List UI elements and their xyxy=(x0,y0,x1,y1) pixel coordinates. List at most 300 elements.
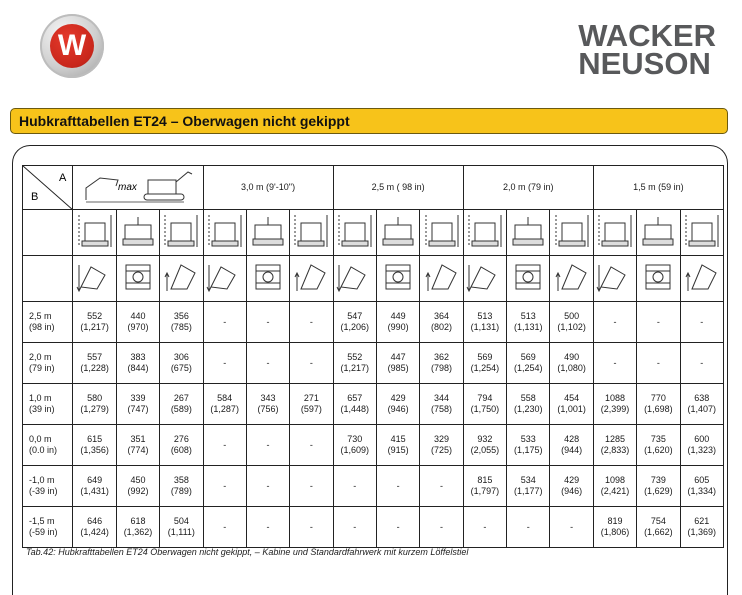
cell-value-lb: (1,102) xyxy=(557,322,586,332)
max-label: max xyxy=(117,182,137,193)
table-cell xyxy=(203,425,246,466)
cell-value-lb: (798) xyxy=(431,363,453,373)
table-cell xyxy=(116,302,159,343)
cell-value-kg: - xyxy=(440,521,443,532)
cell-value-kg: - xyxy=(266,439,270,450)
machine-front-view-icon xyxy=(593,210,636,256)
table-cell xyxy=(463,302,506,343)
table-cell xyxy=(680,343,723,384)
brand-line-2: NEUSON xyxy=(578,46,711,81)
corner-b-label: B xyxy=(31,191,39,203)
table-cell xyxy=(463,343,506,384)
cell-value-kg: 534 xyxy=(520,475,536,485)
row-height-imperial: (79 in) xyxy=(29,363,55,373)
table-cell xyxy=(507,302,550,343)
table-cell xyxy=(246,507,289,548)
table-cell xyxy=(463,425,506,466)
table-cell xyxy=(290,384,333,425)
cell-value-kg: 552 xyxy=(87,311,103,321)
header-row-distances xyxy=(23,166,724,210)
cell-value-kg: 356 xyxy=(173,311,189,321)
cell-value-lb: (1,177) xyxy=(513,486,543,496)
table-cell xyxy=(73,343,116,384)
table-cell xyxy=(680,507,723,548)
table-cell xyxy=(203,507,246,548)
bucket-lift-icon xyxy=(420,256,463,302)
table-cell xyxy=(290,425,333,466)
brand-wordmark xyxy=(578,18,716,81)
table-cell xyxy=(376,384,419,425)
cell-value-lb: (597) xyxy=(300,404,322,414)
table-row xyxy=(23,343,724,384)
cell-value-kg: - xyxy=(396,480,400,491)
table-cell xyxy=(246,466,289,507)
table-cell xyxy=(73,425,116,466)
cell-value-lb: (756) xyxy=(257,404,279,414)
table-cell xyxy=(333,507,376,548)
cell-value-kg: - xyxy=(309,480,313,491)
cell-value-lb: (785) xyxy=(170,322,192,332)
table-cell xyxy=(463,384,506,425)
table-cell xyxy=(203,384,246,425)
machine-front-view-icon xyxy=(160,210,203,256)
cell-value-kg: 584 xyxy=(217,393,233,403)
cell-value-lb: (1,334) xyxy=(687,486,717,496)
table-row xyxy=(23,425,724,466)
cell-value-lb: (1,175) xyxy=(513,445,543,455)
table-cell xyxy=(376,302,419,343)
table-cell xyxy=(420,507,463,548)
table-cell xyxy=(550,466,593,507)
cell-value-kg: - xyxy=(700,357,704,368)
table-cell xyxy=(73,302,116,343)
table-cell xyxy=(290,466,333,507)
table-cell xyxy=(463,507,506,548)
wacker-neuson-logo-icon xyxy=(40,14,104,78)
distance-header-3m: 3,0 m (9'-10'') xyxy=(203,166,333,210)
table-cell xyxy=(160,425,203,466)
cell-value-kg: 344 xyxy=(433,393,450,403)
machine-side-view-icon xyxy=(637,210,680,256)
cell-value-lb: (1,407) xyxy=(687,404,717,414)
row-height-metric: 0,0 m xyxy=(29,434,52,444)
cell-value-kg: - xyxy=(309,357,313,368)
undercarriage-icon xyxy=(637,256,680,302)
cell-value-kg: 552 xyxy=(347,352,363,362)
machine-front-view-icon xyxy=(73,210,116,256)
cell-value-kg: - xyxy=(223,316,227,327)
table-cell xyxy=(160,466,203,507)
cell-value-kg: 794 xyxy=(477,393,493,403)
row-height-imperial: (98 in) xyxy=(29,322,55,332)
cell-value-lb: (946) xyxy=(387,404,409,414)
cell-value-lb: (1,111) xyxy=(167,527,195,537)
table-cell xyxy=(420,466,463,507)
cell-value-lb: (1,217) xyxy=(340,363,370,373)
cell-value-kg: - xyxy=(440,480,443,491)
icon-row-label-empty xyxy=(23,256,73,302)
table-cell xyxy=(246,343,289,384)
cell-value-kg: - xyxy=(266,357,270,368)
cell-value-lb: (1,362) xyxy=(123,527,153,537)
undercarriage-icon xyxy=(507,256,550,302)
cell-value-kg: 490 xyxy=(564,352,580,362)
corner-ab-cell xyxy=(23,166,73,210)
cell-value-lb: (608) xyxy=(170,445,192,455)
cell-value-kg: 450 xyxy=(130,475,146,485)
machine-front-view-icon xyxy=(333,210,376,256)
cell-value-kg: 600 xyxy=(694,434,710,444)
undercarriage-icon xyxy=(376,256,419,302)
table-cell xyxy=(550,343,593,384)
table-cell xyxy=(246,302,289,343)
table-cell xyxy=(463,466,506,507)
cell-value-lb: (1,698) xyxy=(644,404,673,414)
cell-value-lb: (1,356) xyxy=(80,445,109,455)
cell-value-kg: 770 xyxy=(650,393,666,403)
table-row xyxy=(23,384,724,425)
table-cell xyxy=(593,466,636,507)
table-cell xyxy=(550,507,593,548)
table-cell xyxy=(507,384,550,425)
cell-value-kg: - xyxy=(309,521,313,532)
row-height-metric: 1,0 m xyxy=(29,393,52,403)
cell-value-kg: 649 xyxy=(87,475,103,485)
cell-value-kg: 558 xyxy=(520,393,536,403)
cell-value-kg: 621 xyxy=(694,516,710,526)
table-cell xyxy=(203,302,246,343)
table-cell xyxy=(376,507,419,548)
cell-value-kg: 449 xyxy=(390,311,406,321)
cell-value-lb: (1,206) xyxy=(340,322,370,332)
excavator-max-reach-icon xyxy=(78,166,198,206)
cell-value-lb: (1,001) xyxy=(557,404,586,414)
cell-value-kg: - xyxy=(223,439,227,450)
cell-value-lb: (2,399) xyxy=(600,404,630,414)
table-cell xyxy=(507,343,550,384)
cell-value-kg: - xyxy=(656,316,660,327)
corner-diagonal xyxy=(23,166,73,210)
corner-a-label: A xyxy=(59,172,67,184)
table-cell xyxy=(376,466,419,507)
cell-value-kg: - xyxy=(309,439,313,450)
machine-front-view-icon xyxy=(203,210,246,256)
table-cell xyxy=(637,302,680,343)
table-row xyxy=(23,302,724,343)
table-cell xyxy=(680,384,723,425)
table-cell xyxy=(680,466,723,507)
cell-value-kg: - xyxy=(266,316,270,327)
cell-value-kg: - xyxy=(656,357,660,368)
table-cell xyxy=(593,384,636,425)
cell-value-kg: 615 xyxy=(87,434,103,444)
undercarriage-icon xyxy=(246,256,289,302)
cell-value-kg: 383 xyxy=(130,352,146,362)
cell-value-lb: (1,806) xyxy=(600,527,630,537)
icon-row-support xyxy=(23,256,724,302)
table-cell xyxy=(550,425,593,466)
cell-value-kg: 415 xyxy=(390,434,406,444)
cell-value-kg: 429 xyxy=(564,475,580,485)
cell-value-kg: 739 xyxy=(650,475,666,485)
cell-value-lb: (2,833) xyxy=(600,445,630,455)
cell-value-kg: 557 xyxy=(87,352,103,362)
row-height-metric: -1,5 m xyxy=(29,516,55,526)
cell-value-kg: - xyxy=(570,521,574,532)
cell-value-kg: - xyxy=(700,316,704,327)
row-height-label xyxy=(23,425,73,466)
bucket-lift-icon xyxy=(463,256,506,302)
row-height-metric: 2,0 m xyxy=(29,352,52,362)
cell-value-lb: (1,620) xyxy=(644,445,673,455)
table-cell xyxy=(333,343,376,384)
cell-value-kg: 547 xyxy=(347,311,363,321)
cell-value-kg: 569 xyxy=(520,352,536,362)
cell-value-lb: (1,369) xyxy=(687,527,717,537)
cell-value-kg: - xyxy=(223,357,227,368)
table-cell xyxy=(203,343,246,384)
cell-value-lb: (747) xyxy=(127,404,149,414)
cell-value-kg: - xyxy=(526,521,530,532)
distance-header-2m: 2,0 m (79 in) xyxy=(463,166,593,210)
machine-front-view-icon xyxy=(550,210,593,256)
row-height-label xyxy=(23,343,73,384)
table-cell xyxy=(507,425,550,466)
cell-value-kg: 267 xyxy=(173,393,189,403)
table-cell xyxy=(160,302,203,343)
bucket-lift-icon xyxy=(160,256,203,302)
cell-value-kg: 513 xyxy=(477,311,493,321)
machine-side-view-icon xyxy=(246,210,289,256)
cell-value-kg: 1285 xyxy=(604,434,625,444)
cell-value-kg: 271 xyxy=(303,393,319,403)
cell-value-lb: (774) xyxy=(127,445,149,455)
cell-value-lb: (944) xyxy=(561,445,583,455)
table-cell xyxy=(376,343,419,384)
table-cell xyxy=(680,302,723,343)
table-cell xyxy=(160,384,203,425)
cell-value-kg: 533 xyxy=(520,434,536,444)
machine-front-view-icon xyxy=(420,210,463,256)
cell-value-kg: 306 xyxy=(173,352,189,362)
cell-value-kg: 429 xyxy=(390,393,406,403)
cell-value-kg: 447 xyxy=(390,352,406,362)
cell-value-kg: 428 xyxy=(564,434,580,444)
table-cell xyxy=(290,343,333,384)
cell-value-kg: 1098 xyxy=(604,475,625,485)
cell-value-kg: 819 xyxy=(607,516,623,526)
distance-header-1-5m: 1,5 m (59 in) xyxy=(593,166,723,210)
page-title: Hubkrafttabellen ET24 – Oberwagen nicht gekippt xyxy=(19,113,350,129)
cell-value-kg: 500 xyxy=(564,311,580,321)
table-cell xyxy=(116,384,159,425)
cell-value-kg: - xyxy=(353,480,357,491)
cell-value-lb: (1,662) xyxy=(644,527,673,537)
cell-value-lb: (844) xyxy=(127,363,149,373)
cell-value-kg: - xyxy=(266,480,270,491)
table-cell xyxy=(116,507,159,548)
cell-value-kg: 329 xyxy=(433,434,450,444)
table-cell xyxy=(73,466,116,507)
table-cell xyxy=(333,384,376,425)
cell-value-lb: (970) xyxy=(127,322,149,332)
row-height-imperial: (0.0 in) xyxy=(29,445,58,455)
cell-value-kg: - xyxy=(483,521,487,532)
cell-value-lb: (1,228) xyxy=(80,363,109,373)
row-height-label xyxy=(23,507,73,548)
icon-row-machine-views xyxy=(23,210,724,256)
cell-value-kg: - xyxy=(353,521,357,532)
table-cell xyxy=(290,507,333,548)
cell-value-kg: 364 xyxy=(433,311,450,321)
cell-value-lb: (1,254) xyxy=(513,363,543,373)
cell-value-lb: (1,323) xyxy=(687,445,717,455)
cell-value-kg: - xyxy=(266,521,270,532)
cell-value-lb: (1,448) xyxy=(340,404,370,414)
cell-value-lb: (990) xyxy=(387,322,409,332)
machine-side-view-icon xyxy=(507,210,550,256)
cell-value-lb: (1,131) xyxy=(470,322,500,332)
table-cell xyxy=(637,507,680,548)
table-cell xyxy=(73,507,116,548)
row-height-imperial: (-59 in) xyxy=(29,527,58,537)
cell-value-kg: 580 xyxy=(87,393,103,403)
cell-value-kg: 440 xyxy=(130,311,146,321)
cell-value-lb: (1,080) xyxy=(557,363,586,373)
table-cell xyxy=(116,425,159,466)
cell-value-lb: (1,797) xyxy=(470,486,500,496)
bucket-lift-icon xyxy=(290,256,333,302)
table-cell xyxy=(333,302,376,343)
cell-value-lb: (1,609) xyxy=(340,445,370,455)
cell-value-kg: 638 xyxy=(694,393,710,403)
machine-side-view-icon xyxy=(116,210,159,256)
cell-value-kg: - xyxy=(223,480,227,491)
table-cell xyxy=(116,466,159,507)
cell-value-lb: (1,217) xyxy=(80,322,109,332)
cell-value-kg: 1088 xyxy=(604,393,625,403)
cell-value-lb: (2,055) xyxy=(470,445,500,455)
bucket-lift-icon xyxy=(203,256,246,302)
table-cell xyxy=(203,466,246,507)
lift-capacity-table xyxy=(22,165,724,548)
cell-value-lb: (1,750) xyxy=(470,404,500,414)
table-cell xyxy=(507,466,550,507)
cell-value-lb: (1,629) xyxy=(644,486,673,496)
cell-value-kg: - xyxy=(223,521,227,532)
table-cell xyxy=(507,507,550,548)
row-height-imperial: (39 in) xyxy=(29,404,55,414)
cell-value-lb: (758) xyxy=(431,404,453,414)
cell-value-lb: (589) xyxy=(170,404,192,414)
bucket-lift-icon xyxy=(333,256,376,302)
table-caption: Tab.42: Hubkrafttabellen ET24 Oberwagen nicht gekippt, – Kabine und Standardfahrwerk mit kurzem Löffelstiel xyxy=(26,547,469,557)
cell-value-lb: (1,431) xyxy=(80,486,109,496)
cell-value-lb: (946) xyxy=(561,486,583,496)
bucket-lift-icon xyxy=(550,256,593,302)
logo-letter: W xyxy=(57,29,87,62)
bucket-lift-icon xyxy=(593,256,636,302)
cell-value-lb: (1,230) xyxy=(513,404,543,414)
cell-value-lb: (1,424) xyxy=(80,527,109,537)
cell-value-kg: 569 xyxy=(477,352,493,362)
cell-value-kg: - xyxy=(613,316,617,327)
cell-value-lb: (2,421) xyxy=(600,486,630,496)
bucket-lift-icon xyxy=(680,256,723,302)
logo-badge xyxy=(50,24,94,68)
table-cell xyxy=(637,384,680,425)
cell-value-kg: 362 xyxy=(433,352,450,362)
row-height-label xyxy=(23,466,73,507)
table-cell xyxy=(420,343,463,384)
cell-value-kg: 351 xyxy=(130,434,146,444)
table-cell xyxy=(550,384,593,425)
row-height-imperial: (-39 in) xyxy=(29,486,58,496)
machine-side-view-icon xyxy=(376,210,419,256)
table-row xyxy=(23,466,724,507)
table-cell xyxy=(376,425,419,466)
cell-value-kg: 513 xyxy=(520,311,536,321)
cell-value-lb: (992) xyxy=(127,486,149,496)
cell-value-lb: (802) xyxy=(431,322,453,332)
cell-value-kg: 339 xyxy=(130,393,146,403)
cell-value-kg: 657 xyxy=(347,393,363,403)
cell-value-kg: 618 xyxy=(130,516,146,526)
table-cell xyxy=(593,425,636,466)
table-cell xyxy=(420,384,463,425)
cell-value-kg: - xyxy=(613,357,617,368)
cell-value-lb: (1,254) xyxy=(470,363,500,373)
table-cell xyxy=(637,466,680,507)
table-cell xyxy=(246,384,289,425)
cell-value-lb: (675) xyxy=(170,363,192,373)
cell-value-kg: 605 xyxy=(694,475,710,485)
cell-value-lb: (1,279) xyxy=(80,404,109,414)
table-cell xyxy=(333,425,376,466)
cell-value-kg: 932 xyxy=(477,434,493,444)
cell-value-kg: 276 xyxy=(173,434,189,444)
table-cell xyxy=(420,302,463,343)
cell-value-lb: (725) xyxy=(431,445,453,455)
row-height-label xyxy=(23,384,73,425)
cell-value-kg: - xyxy=(309,316,313,327)
cell-value-lb: (985) xyxy=(387,363,409,373)
cell-value-kg: - xyxy=(396,521,400,532)
table-cell xyxy=(333,466,376,507)
cell-value-kg: 735 xyxy=(650,434,666,444)
brand-line-1: WACKER xyxy=(578,18,716,53)
cell-value-kg: 343 xyxy=(260,393,276,403)
machine-front-view-icon xyxy=(680,210,723,256)
table-cell xyxy=(160,343,203,384)
table-cell xyxy=(73,384,116,425)
machine-front-view-icon xyxy=(290,210,333,256)
title-bar xyxy=(10,108,728,134)
bucket-lift-icon xyxy=(73,256,116,302)
table-cell xyxy=(246,425,289,466)
table-cell xyxy=(550,302,593,343)
row-height-label xyxy=(23,302,73,343)
max-reach-header xyxy=(73,166,203,210)
cell-value-lb: (915) xyxy=(387,445,409,455)
table-cell xyxy=(637,343,680,384)
row-height-metric: 2,5 m xyxy=(29,311,52,321)
table-row xyxy=(23,507,724,548)
icon-row-label-empty xyxy=(23,210,73,256)
table-cell xyxy=(680,425,723,466)
table-cell xyxy=(593,343,636,384)
undercarriage-icon xyxy=(116,256,159,302)
